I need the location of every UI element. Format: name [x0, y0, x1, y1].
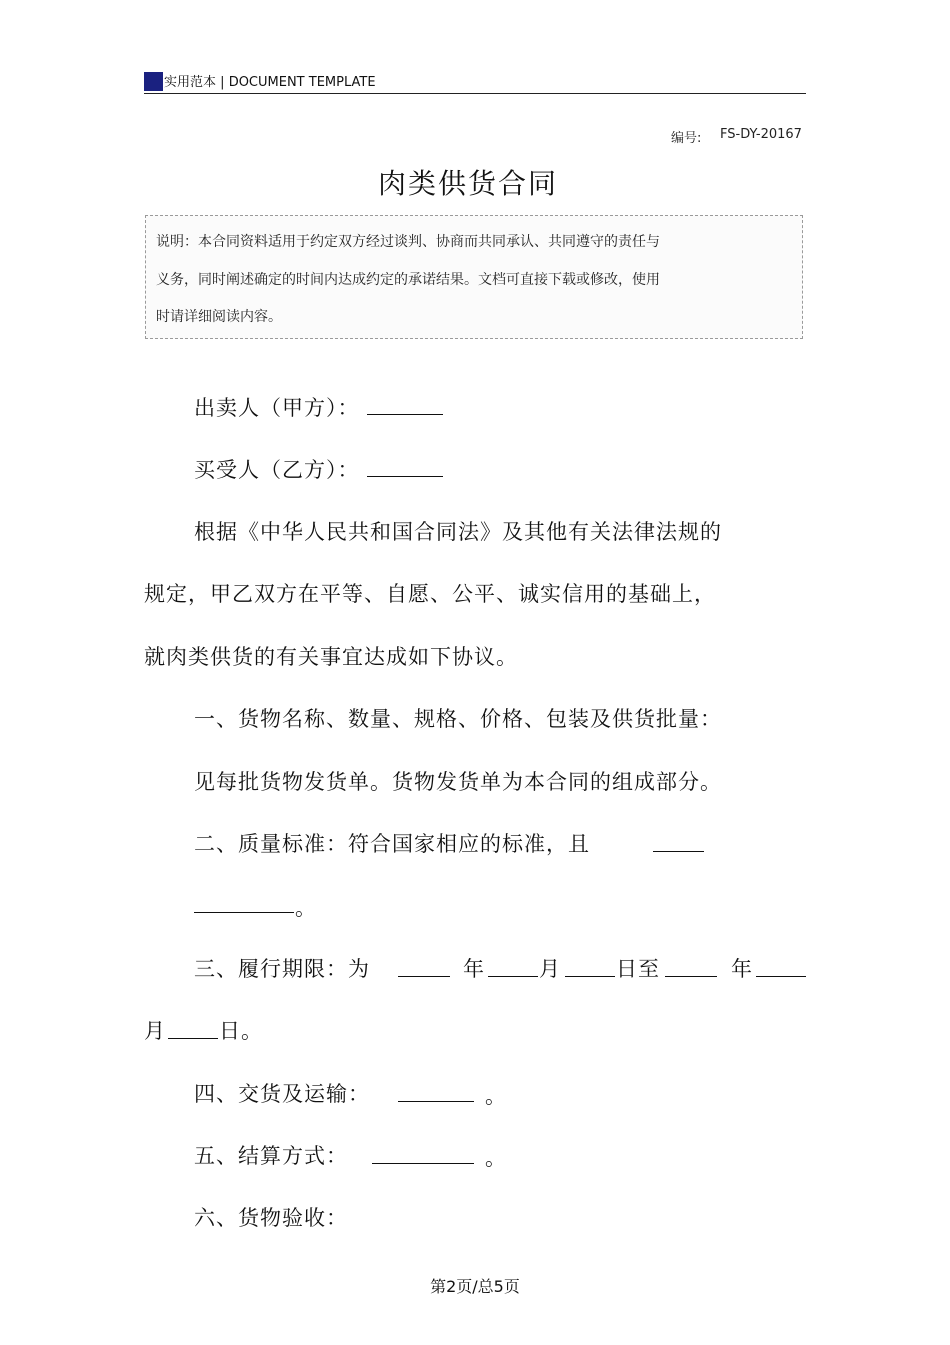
start-month-blank[interactable]	[488, 955, 538, 977]
clause-4-end: 。	[485, 1084, 507, 1108]
clause-4-text: 四、交货及运输：	[194, 1082, 370, 1106]
end-month-blank[interactable]	[756, 955, 806, 977]
day-to-label: 日至	[616, 957, 660, 981]
clause-2-text: 二、质量标准：符合国家相应的标准，且	[194, 832, 590, 856]
header-divider	[144, 93, 806, 94]
header-label: 实用范本 | DOCUMENT TEMPLATE	[164, 75, 376, 90]
year-label: 年	[731, 957, 753, 981]
clause-1-text: 见每批货物发货单。货物发货单为本合同的组成部分。	[194, 770, 722, 794]
brand-logo-block	[144, 72, 163, 91]
buyer-line	[194, 454, 443, 484]
clause-2-blank-cont[interactable]	[194, 891, 294, 913]
page-number: 第2页/总5页	[430, 1277, 520, 1296]
month-label: 月	[539, 957, 561, 981]
buyer-label: 买受人（乙方）：	[194, 458, 360, 482]
day-end-label: 日。	[219, 1019, 263, 1043]
buyer-blank[interactable]	[367, 455, 443, 477]
notice-line: 说明：本合同资料适用于约定双方经过谈判、协商而共同承认、共同遵守的责任与	[156, 234, 660, 250]
seller-blank[interactable]	[367, 393, 443, 415]
end-day-blank[interactable]	[168, 1017, 218, 1039]
intro-line: 就肉类供货的有关事宜达成如下协议。	[144, 645, 518, 669]
end-year-blank[interactable]	[665, 955, 717, 977]
clause-2-line	[194, 828, 590, 858]
clause-4-blank[interactable]	[398, 1080, 474, 1102]
clause-1-heading: 一、货物名称、数量、规格、价格、包装及供货批量：	[194, 707, 722, 731]
clause-5-text: 五、结算方式：	[194, 1144, 348, 1168]
year-label: 年	[463, 957, 485, 981]
intro-line: 根据《中华人民共和国合同法》及其他有关法律法规的	[194, 520, 722, 544]
start-day-blank[interactable]	[565, 955, 615, 977]
month-label: 月	[144, 1019, 166, 1043]
start-year-blank[interactable]	[398, 955, 450, 977]
clause-2-end: 。	[295, 896, 317, 920]
clause-5-end: 。	[485, 1146, 507, 1170]
document-title: 肉类供货合同	[377, 167, 558, 200]
notice-line: 时请详细阅读内容。	[156, 309, 282, 325]
clause-3-prefix: 三、履行期限：为	[194, 957, 370, 981]
clause-2-blank[interactable]	[653, 830, 704, 852]
doc-number-value: FS-DY-20167	[720, 127, 802, 142]
doc-number-label: 编号:	[671, 131, 702, 146]
notice-line: 义务，同时阐述确定的时间内达成约定的承诺结果。文档可直接下载或修改，使用	[156, 272, 660, 288]
notice-box	[145, 215, 803, 339]
seller-label: 出卖人（甲方）：	[194, 396, 360, 420]
clause-5-blank[interactable]	[372, 1142, 474, 1164]
clause-6-text: 六、货物验收：	[194, 1206, 348, 1230]
intro-line: 规定，甲乙双方在平等、自愿、公平、诚实信用的基础上，	[144, 582, 716, 606]
seller-line	[194, 392, 443, 422]
